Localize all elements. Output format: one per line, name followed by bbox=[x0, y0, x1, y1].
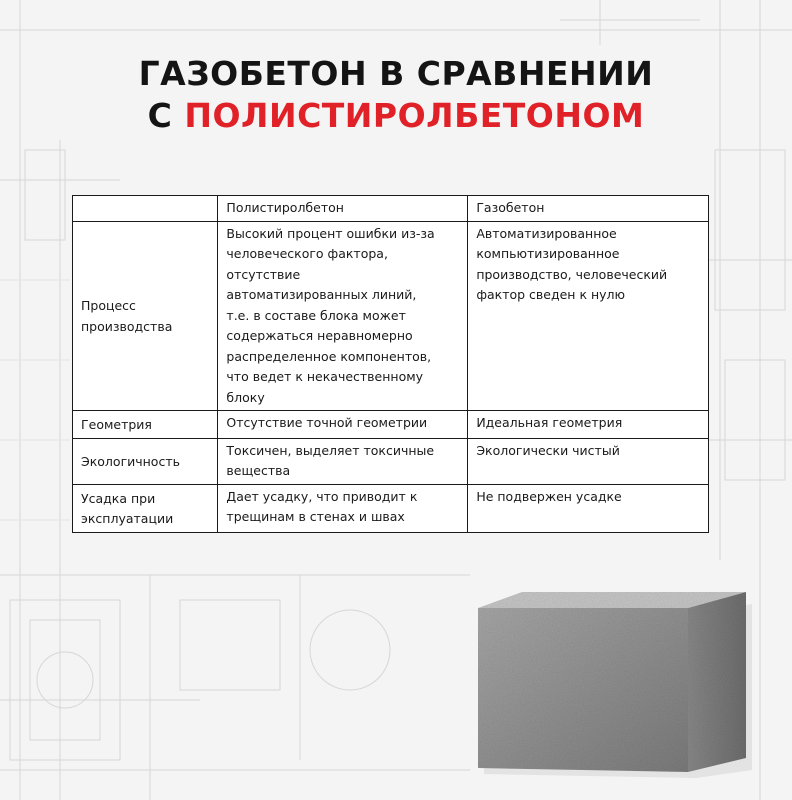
cell-polystyrene bbox=[218, 411, 468, 439]
cell-polystyrene-line: автоматизированных линий, bbox=[226, 287, 417, 302]
cell-polystyrene-line: человеческого фактора, bbox=[226, 246, 388, 261]
cell-aerated bbox=[468, 438, 709, 484]
table-row bbox=[73, 438, 709, 484]
cell-aerated bbox=[468, 484, 709, 532]
cell-polystyrene bbox=[218, 438, 468, 484]
cell-polystyrene-line: Высокий процент ошибки из-за bbox=[226, 225, 435, 241]
table-row bbox=[73, 411, 709, 439]
cell-aerated-line: Экологически чистый bbox=[476, 442, 620, 458]
cell-polystyrene-line: трещинам в стенах и швах bbox=[226, 509, 405, 524]
cell-polystyrene-line: Дает усадку, что приводит к bbox=[226, 488, 418, 504]
cell-polystyrene-line: отсутствие bbox=[226, 266, 301, 282]
headline-line-2 bbox=[0, 96, 792, 136]
cell-aerated-line: компьютизированное bbox=[476, 246, 620, 261]
cell-polystyrene-line: содержаться неравномерно bbox=[226, 328, 413, 343]
row-label bbox=[73, 221, 218, 411]
headline-prefix: С bbox=[147, 96, 185, 135]
row-label-line: производства bbox=[81, 318, 173, 334]
row-label-line: Экологичность bbox=[81, 453, 180, 469]
table-header-row bbox=[73, 196, 709, 222]
row-label-line: эксплуатации bbox=[81, 511, 174, 526]
cell-aerated bbox=[468, 221, 709, 411]
comparison-table bbox=[72, 195, 709, 533]
table-row bbox=[73, 221, 709, 411]
header-cell-polystyrene: Полистиролбетон bbox=[218, 196, 468, 222]
aerated-concrete-block-icon bbox=[478, 568, 778, 782]
cell-polystyrene bbox=[218, 484, 468, 532]
cell-aerated-line: Автоматизированное bbox=[476, 225, 617, 241]
cell-polystyrene-line: что ведет к некачественному bbox=[226, 369, 424, 384]
row-label-line: Процесс bbox=[81, 298, 136, 314]
cell-aerated-line: фактор сведен к нулю bbox=[476, 287, 626, 302]
table-row bbox=[73, 484, 709, 532]
cell-polystyrene-line: распределенное компонентов, bbox=[226, 348, 432, 364]
cell-aerated-line: производство, человеческий bbox=[476, 266, 668, 282]
headline-line-1: ГАЗОБЕТОН В СРАВНЕНИИ bbox=[138, 54, 654, 93]
headline-accent: ПОЛИСТИРОЛБЕТОНОМ bbox=[184, 96, 645, 135]
cell-polystyrene-line: Отсутствие точной геометрии bbox=[226, 415, 428, 430]
cell-aerated bbox=[468, 411, 709, 439]
row-label bbox=[73, 438, 218, 484]
cell-polystyrene-line: Токсичен, выделяет токсичные bbox=[226, 442, 435, 458]
row-label bbox=[73, 484, 218, 532]
cell-aerated-line: Не подвержен усадке bbox=[476, 488, 622, 504]
row-label bbox=[73, 411, 218, 439]
cell-polystyrene bbox=[218, 221, 468, 411]
row-label-line: Геометрия bbox=[81, 417, 152, 432]
cell-polystyrene-line: т.е. в составе блока может bbox=[226, 307, 406, 323]
cell-polystyrene-line: вещества bbox=[226, 463, 291, 478]
cell-polystyrene-line: блоку bbox=[226, 389, 265, 405]
header-cell-empty bbox=[73, 196, 218, 222]
row-label-line: Усадка при bbox=[81, 490, 156, 506]
cell-aerated-line: Идеальная геометрия bbox=[476, 415, 623, 430]
header-cell-aerated: Газобетон bbox=[468, 196, 709, 222]
